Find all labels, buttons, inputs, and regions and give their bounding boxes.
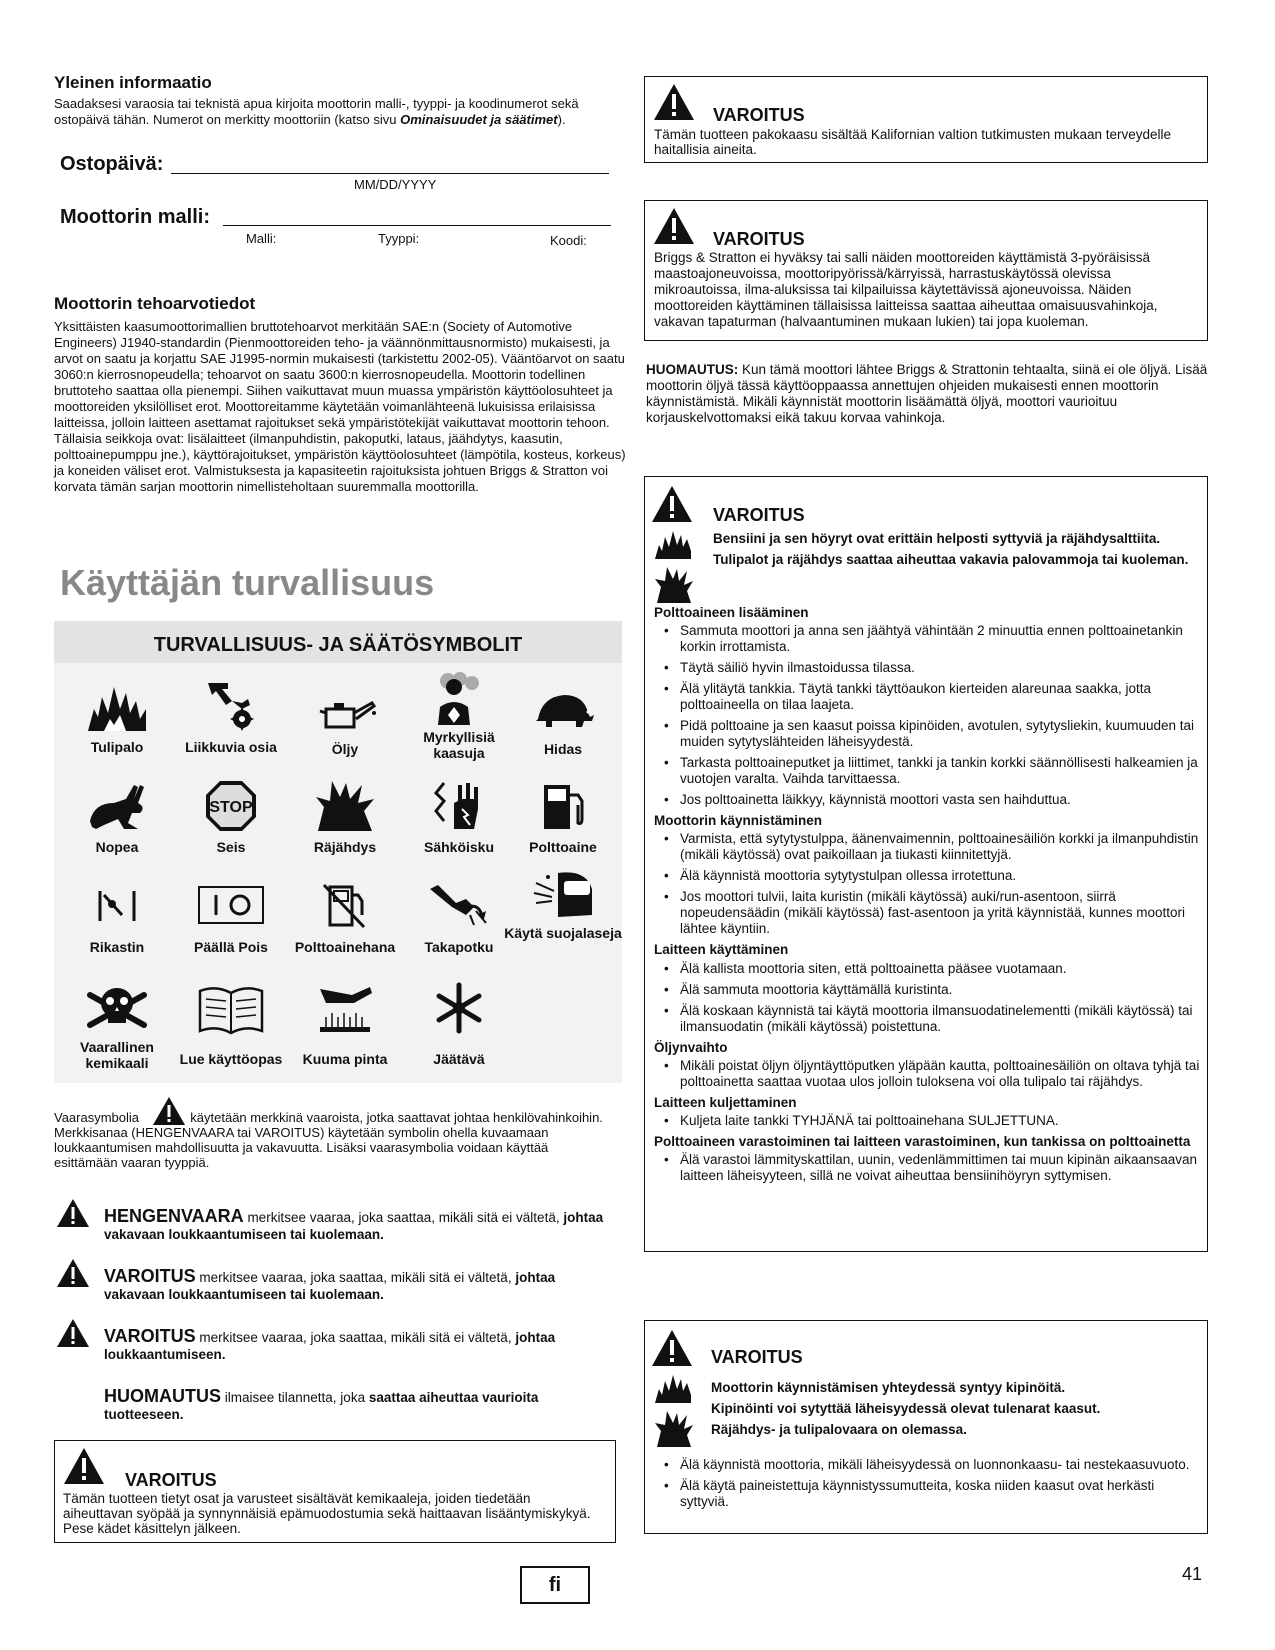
hazard-triangle-icon	[63, 1447, 105, 1485]
symbol-fire: Tulipalo	[58, 679, 176, 759]
chemical-warning-text: Tämän tuotteen tietyt osat ja varusteet sisältävät kemikaaleja, joiden tiedetään aiheuttavan syöpää ja synnynnäisiä epämuodostumia sekä haittaavan lisääntymiskykyä. Pese kädet käsittelyn jälkeen.	[63, 1491, 591, 1536]
fuel-warning-sections	[654, 601, 1202, 1189]
oil-change-list	[654, 1058, 1202, 1090]
equipment-operation-list	[654, 961, 1202, 1035]
svg-text:STOP: STOP	[209, 799, 253, 816]
exhaust-warning-title: VAROITUS	[713, 105, 805, 125]
fire-icon	[653, 527, 693, 561]
symbol-moving-parts: Liikkuvia osia	[172, 679, 290, 759]
power-ratings-text: Yksittäisten kaasumoottorimallien bruttotehoarvot merkitään SAE:n (Society of Automotive Engineers) J1940-standardin (Pienmoottoreiden teho- ja väännönmittausnormisto) mukaisesti, ja arvot on saatu ja korjattu SAE J1995-normin mukaisesti (tarkistettu 2002-05). Vääntöarvot on saatu 3060:n kierrosnopeudella; tehoarvot on saatu 3600:n kierrosnopeudella. Moottorin todellinen bruttoteho saattaa olla pienempi. Siihen vaikuttavat muun muassa ympäristön käyttöolosuhteet ja moottoreiden yksilölliset erot. Moottoreitamme käytetään voimanlähteenä lukuisissa erilaisissa laitteissa, jolloin laitteen asettamat rajoitukset sekä ympäristötekijät vaikuttavat moottorin tehoon. Tällaisia seikkoja ovat: lisälaitteet (ilmanpuhdistin, pakoputki, lataus, jäähdytys, kaasutin, polttoainepumppu jne.), käyttörajoitukset, ympäristön käyttöolosuhteet (lämpötila, kosteus, korkeus) ja koneiden väliset erot. Valmistuksesta ja kapasiteetin rajoituksista johtuen Briggs & Stratton voi korvata tämän sarjan moottorin nimellisteholtaan suuremmalla moottorilla.	[54, 319, 626, 495]
hazard-symbol-description: Vaarasymbolia käytetään merkkinä vaaroista, jotka saattavat johtaa henkilövahinkoihin. Merkkisanaa (HENGENVAARA tai VAROITUS) käytetään symbolin ohella kuvaamaan loukkaantumisen mahdollisuutta ja vakavuutta. Lisäksi vaarasymbolia voidaan käyttää esittämään vaaran tyyppiä.	[54, 1110, 614, 1170]
hazard-triangle-icon	[56, 1318, 90, 1348]
oil-can-icon	[312, 679, 378, 733]
list-item: • Älä varastoi lämmityskattilan, uunin, vedenlämmittimen tai muun kipinän aikaansaavan laitteen läheisyyteen, sillä ne voivat aiheuttaa bensiinihöyryn syttymisen.	[654, 1152, 1202, 1184]
section-heading: Laitteen käyttäminen	[654, 942, 789, 958]
safety-symbols-panel	[54, 621, 622, 1083]
general-info-title: Yleinen informaatio	[54, 73, 212, 92]
list-item: • Tarkasta polttoaineputket ja liittimet, tankki ja tankin korkki säännöllisesti halkeamien ja vuotojen varalta. Vaihda tarvittaessa.	[654, 755, 1202, 787]
list-item: • Älä ylitäytä tankkia. Täytä tankki täyttöaukon kierteiden alareunaa saakka, jotta polttoaineella on tilaa laajeta.	[654, 681, 1202, 713]
list-item: • Varmista, että sytytystulppa, äänenvaimennin, polttoainesäiliön korkki ja ilmanpuhdistin (mikäli käytössä) ovat paikoillaan ja tiukasti kiinnitettyjä.	[654, 831, 1202, 863]
turtle-icon	[530, 679, 596, 733]
exhaust-warning-text: Tämän tuotteen pakokaasu sisältää Kalifornian valtion tutkimusten mukaan terveydelle haitallisia aineita.	[654, 127, 1172, 157]
list-item: • Älä koskaan käynnistä tai käytä moottoria ilmansuodatinelementti (mikäli käytössä) tai ilmansuodatin (mikäli käytössä) poistettuna.	[654, 1003, 1202, 1035]
exhaust-warning-box	[644, 76, 1208, 163]
list-item: • Älä sammuta moottoria käyttämällä kuristinta.	[654, 982, 1202, 998]
list-item: • Älä käynnistä moottoria, mikäli läheisyydessä on luonnonkaasu- tai nestekaasuvuoto.	[654, 1457, 1202, 1473]
fuel-warning-box	[644, 476, 1208, 1252]
warning-level-text: VAROITUS merkitsee vaaraa, joka saattaa, mikäli sitä ei vältetä, johtaa vakavaan loukkaantumiseen tai kuolemaan.	[104, 1266, 556, 1302]
symbol-read-manual: Lue käyttöopas	[172, 981, 290, 1077]
hazard-triangle-icon	[152, 1096, 186, 1126]
snowflake-icon	[426, 981, 492, 1035]
hazard-triangle-icon	[651, 1329, 693, 1367]
symbol-explosion: Räjähdys	[286, 779, 404, 859]
manual-book-icon	[196, 981, 266, 1035]
danger-level-row	[56, 1198, 90, 1232]
hot-surface-icon	[312, 981, 378, 1035]
operator-safety-title: Käyttäjän turvallisuus	[60, 562, 435, 603]
list-item: • Mikäli poistat öljyn öljyntäyttöputken yläpään kautta, polttoainesäiliön on oltava tyhjä tai polttoainetta saattaa vuotaa ulos jolloin tuloksena voi olla tulipalo tai räjähdys.	[654, 1058, 1202, 1090]
danger-level-text: HENGENVAARA merkitsee vaaraa, joka saattaa, mikäli sitä ei vältetä, johtaa vakavaan loukkaantumiseen tai kuolemaan.	[104, 1206, 604, 1242]
symbol-stop: STOP Seis	[172, 779, 290, 859]
transport-list	[654, 1113, 1202, 1129]
chemical-warning-box	[54, 1440, 616, 1543]
list-item: • Älä käytä paineistettuja käynnistyssumutteita, koska niiden kaasut ovat herkästi syttyviä.	[654, 1478, 1202, 1510]
fuel-warning-lead: Bensiini ja sen höyryt ovat erittäin helposti syttyviä ja räjähdysalttiita. Tulipalot ja räjähdys saattaa aiheuttaa vakavia palovammoja tai kuoleman.	[713, 531, 1189, 567]
symbol-fast: Nopea	[58, 779, 176, 859]
general-info-text: Saadaksesi varaosia tai teknistä apua kirjoita moottorin malli-, tyyppi- ja koodinumerot sekä ostopäivä tähän. Numerot on merkitty moottoriin (katso sivu Ominaisuudet ja säätimet).	[54, 96, 579, 128]
skull-icon	[84, 981, 150, 1035]
fire-icon	[653, 1371, 693, 1405]
section-heading: Polttoaineen lisääminen	[654, 605, 809, 620]
caution-level-row	[56, 1318, 90, 1352]
vehicle-use-warning-box	[644, 200, 1208, 341]
explosion-icon	[653, 1409, 693, 1449]
fire-icon	[84, 679, 150, 733]
rabbit-icon	[84, 779, 150, 833]
general-info-section	[54, 73, 614, 128]
symbol-on-off: Päällä Pois	[172, 877, 290, 961]
engine-starting-list	[654, 831, 1202, 937]
list-item: • Älä kallista moottoria siten, että polttoainetta pääsee vuotamaan.	[654, 961, 1202, 977]
purchase-date-label: Ostopäivä:	[60, 153, 164, 175]
spark-warning-lead: Moottorin käynnistämisen yhteydessä syntyy kipinöitä. Kipinöinti voi sytyttää läheisyydessä olevat tulenarat kaasut. Räjähdys- ja tulipalovaara on olemassa.	[711, 1380, 1101, 1437]
section-heading: Moottorin käynnistäminen	[654, 813, 823, 829]
spark-warning-title: VAROITUS	[711, 1347, 803, 1367]
language-label: fi	[520, 1566, 590, 1604]
fuel-shutoff-icon	[312, 877, 378, 931]
symbol-hot-surface: Kuuma pinta	[286, 981, 404, 1077]
type-sublabel: Tyyppi:	[378, 231, 420, 246]
hazard-triangle-icon	[651, 485, 693, 523]
code-sublabel: Koodi:	[550, 233, 587, 248]
notice-level-text: HUOMAUTUS ilmaisee tilannetta, joka saattaa aiheuttaa vaurioita tuotteeseen.	[104, 1386, 539, 1422]
electric-shock-icon	[426, 779, 492, 833]
list-item: • Jos polttoainetta läikkyy, käynnistä moottori vasta sen haihduttua.	[654, 792, 1202, 808]
list-item: • Sammuta moottori ja anna sen jäähtyä vähintään 2 minuuttia ennen polttoainetankin korkin irrottamista.	[654, 623, 1202, 655]
list-item: • Täytä säiliö hyvin ilmastoidussa tilassa.	[654, 660, 1202, 676]
eye-protection-icon	[530, 869, 596, 923]
caution-level-text: VAROITUS merkitsee vaaraa, joka saattaa, mikäli sitä ei vältetä, johtaa loukkaantumiseen.	[104, 1326, 556, 1362]
toxic-fumes-icon	[426, 671, 492, 725]
section-heading: Öljynvaihto	[654, 1039, 728, 1055]
list-item: • Älä käynnistä moottoria sytytystulpan ollessa irrotettuna.	[654, 868, 1202, 884]
engine-model-line[interactable]	[223, 225, 611, 226]
hazard-triangle-icon	[653, 207, 695, 245]
symbol-kickback: Takapotku	[400, 877, 518, 961]
hazard-triangle-icon	[56, 1258, 90, 1288]
oil-notice: HUOMAUTUS: Kun tämä moottori lähtee Briggs & Strattonin tehtaalta, siinä ei ole öljyä. Lisää moottorin öljyä tässä käyttöoppaassa annettujen ohjeiden mukaisesti ennen moottorin käynnistämistä. Mikäli käynnistät moottorin lisäämättä öljyä, moottori vaurioituu korjauskelvottomaksi eikä takuu korvaa vahinkoja.	[646, 362, 1208, 425]
vehicle-use-warning-title: VAROITUS	[713, 229, 805, 249]
symbol-choke: Rikastin	[58, 877, 176, 961]
hazard-triangle-icon	[56, 1198, 90, 1228]
symbol-oil: Öljy	[286, 679, 404, 759]
symbol-toxic-fumes: Myrkyllisiä kaasuja	[400, 671, 518, 761]
on-off-icon	[196, 877, 266, 931]
engine-model-label: Moottorin malli:	[60, 206, 210, 228]
list-item: • Kuljeta laite tankki TYHJÄNÄ tai polttoainehana SULJETTUNA.	[654, 1113, 1202, 1129]
section-heading: Laitteen kuljettaminen	[654, 1094, 797, 1110]
symbols-grid	[54, 663, 622, 1083]
symbol-slow: Hidas	[504, 679, 622, 759]
date-format-hint: MM/DD/YYYY	[354, 177, 437, 192]
symbol-fuel: Polttoaine	[504, 779, 622, 859]
chemical-warning-title: VAROITUS	[125, 1470, 217, 1490]
fuel-adding-list	[654, 623, 1202, 808]
stop-sign-icon	[198, 779, 264, 833]
kickback-icon	[426, 877, 492, 931]
symbol-eye-protection: Käytä suojalaseja	[504, 869, 622, 961]
fuel-warning-title: VAROITUS	[713, 505, 805, 525]
choke-icon	[84, 877, 150, 931]
section-heading: Polttoaineen varastoiminen tai laitteen varastoiminen, kun tankissa on polttoainetta	[654, 1133, 1191, 1149]
power-ratings-section	[54, 294, 626, 495]
storage-list	[654, 1152, 1202, 1184]
warning-level-row	[56, 1258, 90, 1292]
symbol-hazardous-chemical: Vaarallinen kemikaali	[58, 981, 176, 1077]
purchase-date-line[interactable]	[171, 173, 609, 174]
symbols-heading: TURVALLISUUS- JA SÄÄTÖSYMBOLIT	[54, 621, 622, 663]
moving-parts-icon	[198, 679, 264, 733]
symbol-freezing: Jäätävä	[400, 981, 518, 1077]
explosion-icon	[653, 565, 693, 605]
hazard-triangle-icon	[653, 83, 695, 121]
list-item: • Pidä polttoaine ja sen kaasut poissa kipinöiden, avotulen, sytytysliekin, kuumuuden tai muiden sytytyslähteiden läheisyydestä.	[654, 718, 1202, 750]
spark-warning-list	[654, 1457, 1202, 1515]
power-ratings-title: Moottorin tehoarvotiedot	[54, 294, 256, 313]
page-number: 41	[1182, 1564, 1203, 1584]
list-item: • Jos moottori tulvii, laita kuristin (mikäli käytössä) auki/run-asentoon, siirrä nopeudensäädin (mikäli käytössä) fast-asentoon ja yritä käynnistää, kunnes moottori lähtee käyntiin.	[654, 889, 1202, 937]
symbol-fuel-shutoff: Polttoainehana	[286, 877, 404, 961]
vehicle-use-warning-text: Briggs & Stratton ei hyväksy tai salli näiden moottoreiden käyttämistä 3-pyöräisissä maastoajoneuvoissa, moottoripyörissä/kärryissä, harrastuskäytössä olevissa mikroautoissa, ilma-aluksissa tai kilpailuissa käytettävissä ajoneuvoissa. Näiden moottoreiden käyttäminen tällaisissa laitteissa saattaa aiheuttaa omaisuusvahinkoja, vakavan tapaturman (halvaantuminen mukaan lukien) tai jopa kuoleman.	[654, 250, 1158, 329]
fuel-pump-icon	[530, 779, 596, 833]
spark-warning-box	[644, 1320, 1208, 1534]
explosion-icon	[312, 779, 378, 833]
model-sublabel: Malli:	[246, 231, 277, 246]
symbol-electric-shock: Sähköisku	[400, 779, 518, 859]
